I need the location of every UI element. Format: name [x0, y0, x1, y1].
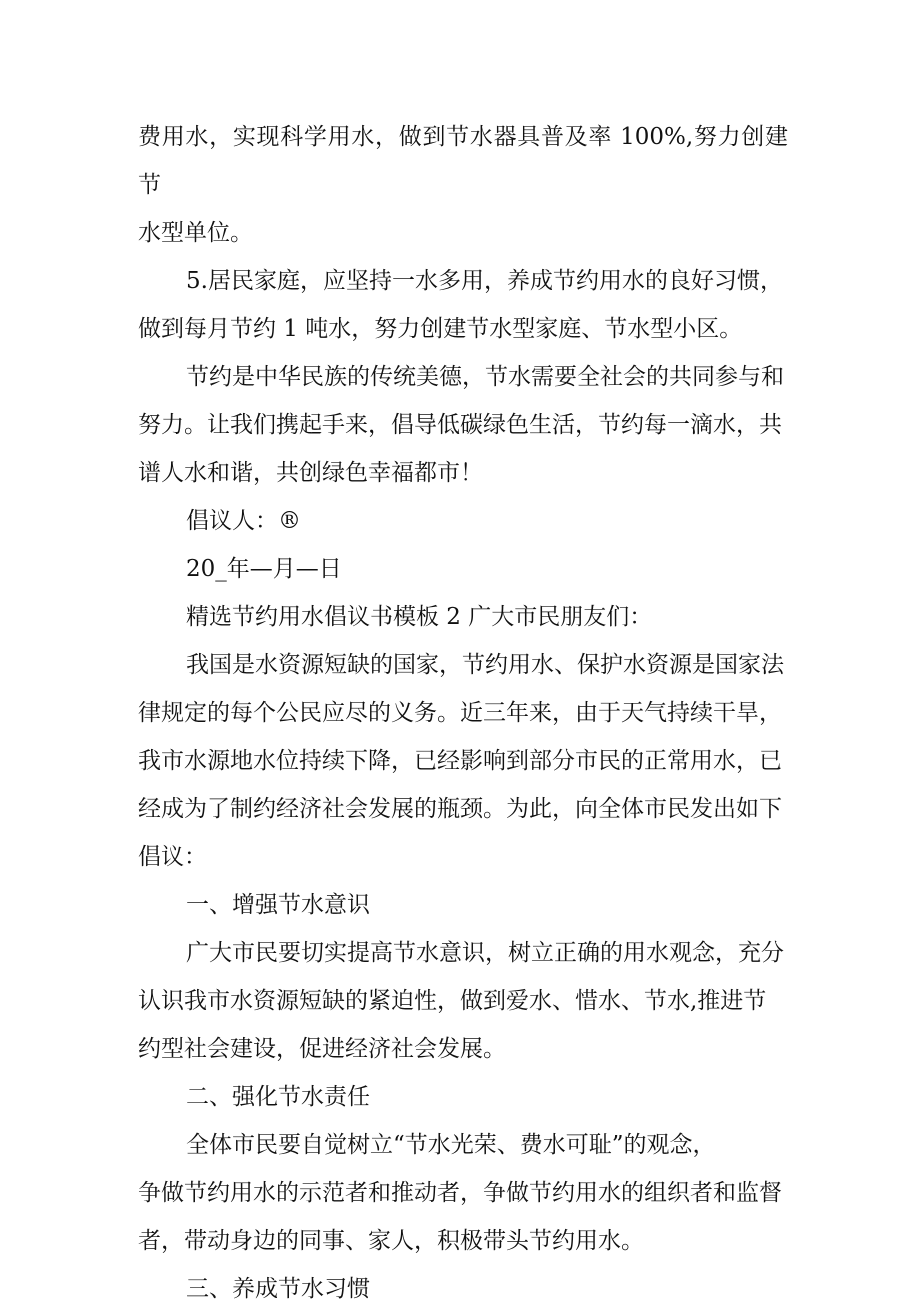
text-line: 节约是中华民族的传统美德，节水需要全社会的共同参与和 — [186, 364, 784, 390]
template-heading — [138, 593, 788, 641]
paragraph-closing — [138, 353, 788, 497]
text-line: 经成为了制约经济社会发展的瓶颈。为此，向全体市民发出如下 — [138, 796, 782, 822]
text-line: 倡议人：® — [186, 508, 301, 534]
text-line: 者，带动身边的同事、家人，积极带头节约用水。 — [138, 1228, 644, 1254]
text-line: 全体市民要自觉树立“节水光荣、费水可耻”的观念， — [186, 1132, 716, 1158]
section-body-1 — [138, 929, 788, 1073]
section-heading-2 — [138, 1073, 788, 1121]
text-line: 我市水源地水位持续下降，已经影响到部分市民的正常用水，已 — [138, 748, 782, 774]
text-line: 努力。让我们携起手来，倡导低碳绿色生活，节约每一滴水，共 — [138, 412, 782, 438]
text-line: 水型单位。 — [138, 220, 253, 246]
text-line: 广大市民要切实提高节水意识，树立正确的用水观念，充分 — [186, 940, 784, 966]
section-body-2 — [138, 1121, 788, 1265]
text-line: 做到每月节约 1 吨水，努力创建节水型家庭、节水型小区。 — [138, 316, 743, 342]
document-body — [138, 113, 788, 1313]
text-line: 一、增强节水意识 — [186, 892, 370, 918]
paragraph-intro — [138, 641, 788, 881]
text-line: 谱人水和谐，共创绿色幸福都市！ — [138, 460, 483, 486]
text-line: 认识我市水资源短缺的紧迫性，做到爱水、惜水、节水,推进节 — [138, 988, 767, 1014]
section-heading-3 — [138, 1265, 788, 1313]
paragraph-continued — [138, 113, 788, 257]
text-line: 精选节约用水倡议书模板 2 广大市民朋友们： — [186, 604, 653, 630]
text-line: 费用水，实现科学用水，做到节水器具普及率 100%,努力创建节 — [138, 124, 788, 198]
text-line: 律规定的每个公民应尽的义务。近三年来，由于天气持续干旱， — [138, 700, 782, 726]
text-line: 约型社会建设，促进经济社会发展。 — [138, 1036, 506, 1062]
date-line — [138, 545, 788, 593]
text-line: 三、养成节水习惯 — [186, 1276, 370, 1302]
text-line: 倡议： — [138, 844, 207, 870]
section-heading-1 — [138, 881, 788, 929]
text-line: 20_年—月—日 — [186, 556, 342, 582]
text-line: 争做节约用水的示范者和推动者，争做节约用水的组织者和监督 — [138, 1180, 782, 1206]
text-line: 我国是水资源短缺的国家，节约用水、保护水资源是国家法 — [186, 652, 784, 678]
signature-line — [138, 497, 788, 545]
text-line: 二、强化节水责任 — [186, 1084, 370, 1110]
paragraph-item-5 — [138, 257, 788, 353]
text-line: 5.居民家庭，应坚持一水多用，养成节约用水的良好习惯， — [186, 268, 783, 294]
